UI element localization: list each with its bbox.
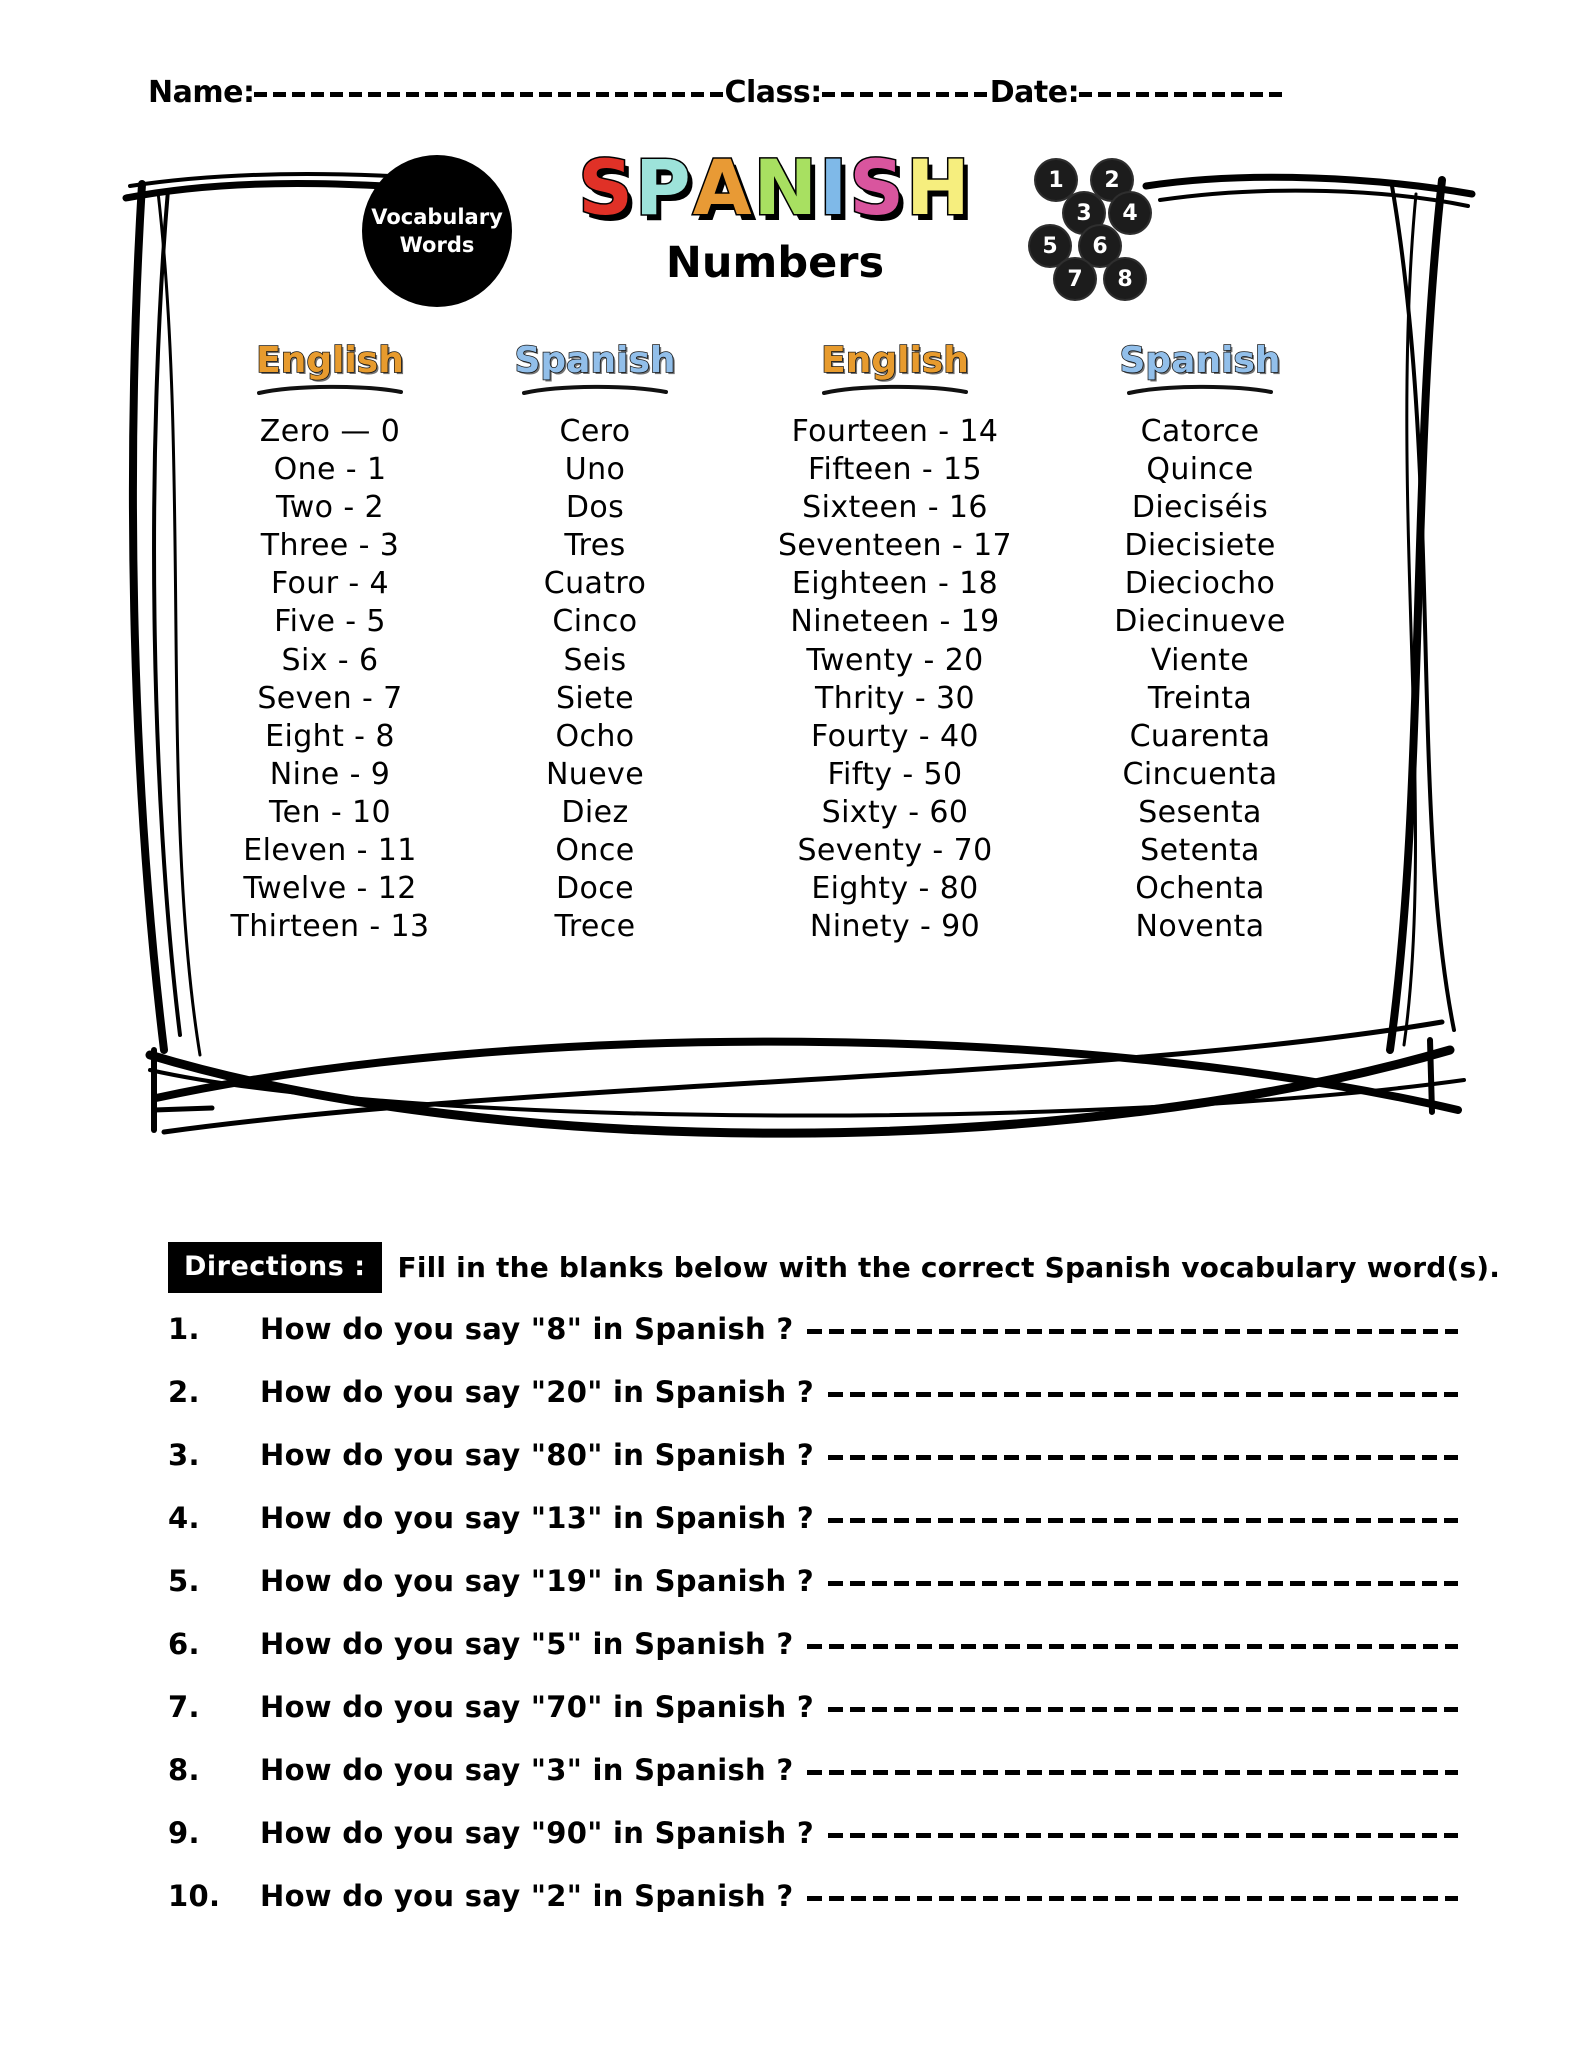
- vocab-entry: Diecisiete: [1124, 528, 1276, 564]
- question-row: [168, 1499, 1458, 1562]
- question-text: How do you say "5" in Spanish ?: [260, 1627, 794, 1661]
- vocab-entry: Seven - 7: [257, 680, 403, 716]
- number-badge-6: 6: [1080, 226, 1120, 266]
- vocab-entry: Fourteen - 14: [791, 414, 999, 449]
- vocab-entry: Viente: [1150, 642, 1250, 678]
- vocabulary-table: [200, 340, 1430, 946]
- vocab-entry: Seventeen - 17: [777, 528, 1013, 564]
- vocabulary-words-badge: [362, 155, 512, 307]
- word-list-english-right: [730, 413, 1060, 946]
- student-info-bar: [148, 72, 1438, 110]
- number-badge-5: 5: [1030, 226, 1070, 266]
- vocab-entry: Sixty - 60: [821, 794, 969, 830]
- question-number: 9.: [168, 1816, 200, 1850]
- column-header-english-left: English: [256, 340, 404, 381]
- vocab-entry: Ochenta: [1135, 871, 1265, 907]
- answer-blank[interactable]: [807, 1310, 1458, 1339]
- question-number: 2.: [168, 1375, 200, 1409]
- column-spanish-left: [460, 340, 730, 946]
- vocab-entry: Diecinueve: [1114, 604, 1286, 640]
- vocab-entry: Zero — 0: [259, 414, 401, 449]
- vocab-entry: Eighteen - 18: [791, 566, 999, 602]
- vocab-entry: Thrity - 30: [815, 680, 975, 716]
- number-badge-7: 7: [1055, 259, 1095, 299]
- number-badge-3: 3: [1064, 193, 1104, 233]
- vocab-entry: Eighty - 80: [811, 871, 979, 907]
- vocab-entry: Trece: [554, 909, 636, 945]
- name-input-blank[interactable]: [254, 72, 724, 102]
- title-letter: N: [753, 143, 820, 232]
- vocab-entry: Seis: [563, 642, 627, 678]
- header-underline-icon: [460, 383, 730, 399]
- question-text: How do you say "90" in Spanish ?: [260, 1816, 814, 1850]
- answer-blank[interactable]: [828, 1499, 1458, 1528]
- class-label: Class:: [724, 75, 822, 110]
- question-number: 10.: [168, 1879, 221, 1913]
- question-number: 6.: [168, 1627, 200, 1661]
- number-badge-8: 8: [1105, 259, 1145, 299]
- question-text: How do you say "13" in Spanish ?: [260, 1501, 814, 1535]
- vocab-entry: Quince: [1146, 452, 1254, 488]
- vocab-entry: Dos: [565, 490, 625, 526]
- question-number: 4.: [168, 1501, 200, 1535]
- vocab-entry: Five - 5: [274, 604, 386, 640]
- vocab-entry: Fourty - 40: [811, 718, 979, 754]
- word-list-spanish-right: [1060, 413, 1340, 946]
- title-letter: H: [906, 143, 972, 232]
- column-header-english-right: English: [821, 340, 969, 381]
- answer-blank[interactable]: [828, 1562, 1458, 1591]
- class-input-blank[interactable]: [822, 72, 990, 102]
- title-letter: P: [634, 143, 693, 232]
- question-number: 8.: [168, 1753, 200, 1787]
- column-spanish-right: [1060, 340, 1340, 946]
- number-badge-2: 2: [1092, 160, 1132, 200]
- title-letter: A: [692, 143, 754, 232]
- question-text: How do you say "70" in Spanish ?: [260, 1690, 814, 1724]
- answer-blank[interactable]: [828, 1688, 1458, 1717]
- question-row: [168, 1310, 1458, 1373]
- vocab-entry: Cuarenta: [1129, 718, 1271, 754]
- vocab-entry: Seventy - 70: [797, 833, 993, 869]
- answer-blank[interactable]: [807, 1625, 1458, 1654]
- question-number: 3.: [168, 1438, 200, 1472]
- answer-blank[interactable]: [828, 1814, 1458, 1843]
- vocab-entry: Six - 6: [281, 642, 379, 678]
- directions-text: Fill in the blanks below with the correct Spanish vocabulary word(s).: [397, 1251, 1501, 1284]
- header-underline-icon: [730, 383, 1060, 399]
- answer-blank[interactable]: [828, 1373, 1458, 1402]
- vocab-entry: Sixteen - 16: [802, 490, 988, 526]
- question-row: [168, 1814, 1458, 1877]
- header-underline-icon: [1060, 383, 1340, 399]
- vocab-entry: Eight - 8: [265, 718, 395, 754]
- column-english-right: [730, 340, 1060, 946]
- vocab-badge-line1: Vocabulary: [371, 204, 503, 229]
- vocab-entry: Fifty - 50: [827, 756, 963, 792]
- answer-blank[interactable]: [807, 1751, 1458, 1780]
- vocab-entry: Thirteen - 13: [230, 909, 430, 945]
- vocab-entry: Siete: [555, 680, 635, 716]
- title-letter: I: [819, 143, 850, 232]
- vocab-entry: Three - 3: [260, 528, 400, 564]
- vocab-entry: Cero: [559, 414, 631, 449]
- question-row: [168, 1625, 1458, 1688]
- question-number: 5.: [168, 1564, 200, 1598]
- question-row: [168, 1373, 1458, 1436]
- vocab-entry: Setenta: [1140, 833, 1260, 869]
- question-row: [168, 1436, 1458, 1499]
- vocab-entry: Noventa: [1135, 909, 1265, 945]
- vocab-badge-line2: Words: [399, 233, 475, 257]
- vocab-entry: Four - 4: [270, 566, 390, 602]
- question-row: [168, 1688, 1458, 1751]
- vocab-entry: Eleven - 11: [243, 833, 417, 869]
- question-text: How do you say "20" in Spanish ?: [260, 1375, 814, 1409]
- question-text: How do you say "19" in Spanish ?: [260, 1564, 814, 1598]
- vocab-entry: Uno: [564, 452, 626, 488]
- word-list-english-left: [200, 413, 460, 946]
- vocab-entry: Cinco: [552, 604, 638, 640]
- vocab-entry: Dieciocho: [1124, 566, 1276, 602]
- header-underline-icon: [200, 383, 460, 399]
- answer-blank[interactable]: [807, 1877, 1458, 1906]
- name-label: Name:: [148, 75, 255, 110]
- column-header-spanish-left: Spanish: [514, 340, 676, 381]
- vocab-entry: Tres: [564, 528, 626, 564]
- question-text: How do you say "80" in Spanish ?: [260, 1438, 814, 1472]
- vocab-entry: Nineteen - 19: [790, 604, 1000, 640]
- vocab-entry: Catorce: [1140, 414, 1260, 449]
- vocab-entry: Ninety - 90: [809, 909, 981, 945]
- number-badge-cluster: [1030, 160, 1180, 290]
- question-row: [168, 1562, 1458, 1625]
- vocab-entry: Once: [555, 833, 635, 869]
- answer-blank[interactable]: [828, 1436, 1458, 1465]
- vocab-entry: Fifteen - 15: [807, 452, 982, 488]
- vocab-entry: Ten - 10: [269, 794, 391, 830]
- question-row: [168, 1751, 1458, 1814]
- directions-chip: Directions :: [168, 1242, 382, 1293]
- vocab-entry: Twenty - 20: [806, 642, 984, 678]
- vocab-entry: Twelve - 12: [243, 871, 417, 907]
- vocab-entry: Ocho: [555, 718, 635, 754]
- vocab-entry: Two - 2: [275, 490, 385, 526]
- column-header-spanish-right: Spanish: [1119, 340, 1281, 381]
- question-text: How do you say "3" in Spanish ?: [260, 1753, 794, 1787]
- date-label: Date:: [989, 75, 1080, 110]
- title-block: [540, 143, 1010, 288]
- date-input-blank[interactable]: [1079, 72, 1284, 102]
- question-list: [168, 1310, 1458, 1940]
- question-number: 1.: [168, 1312, 200, 1346]
- number-badge-1: 1: [1036, 160, 1076, 200]
- column-english-left: [200, 340, 460, 946]
- question-text: How do you say "2" in Spanish ?: [260, 1879, 794, 1913]
- title-letter: S: [578, 143, 635, 232]
- vocab-entry: Nine - 9: [269, 756, 391, 792]
- page-subtitle: Numbers: [665, 238, 885, 288]
- page-title: [540, 143, 1010, 232]
- vocab-entry: Diez: [561, 794, 629, 830]
- vocab-entry: Nueve: [545, 756, 645, 792]
- number-badge-4: 4: [1110, 193, 1150, 233]
- vocab-entry: Treinta: [1147, 680, 1253, 716]
- vocab-entry: One - 1: [273, 452, 387, 488]
- vocab-entry: Dieciséis: [1131, 490, 1269, 526]
- question-text: How do you say "8" in Spanish ?: [260, 1312, 794, 1346]
- question-number: 7.: [168, 1690, 200, 1724]
- word-list-spanish-left: [460, 413, 730, 946]
- vocab-entry: Cincuenta: [1122, 756, 1278, 792]
- question-row: [168, 1877, 1458, 1940]
- vocab-entry: Cuatro: [543, 566, 647, 602]
- title-letter: S: [849, 143, 907, 232]
- directions-row: [168, 1242, 1501, 1293]
- vocab-entry: Sesenta: [1138, 794, 1262, 830]
- vocab-entry: Doce: [555, 871, 634, 907]
